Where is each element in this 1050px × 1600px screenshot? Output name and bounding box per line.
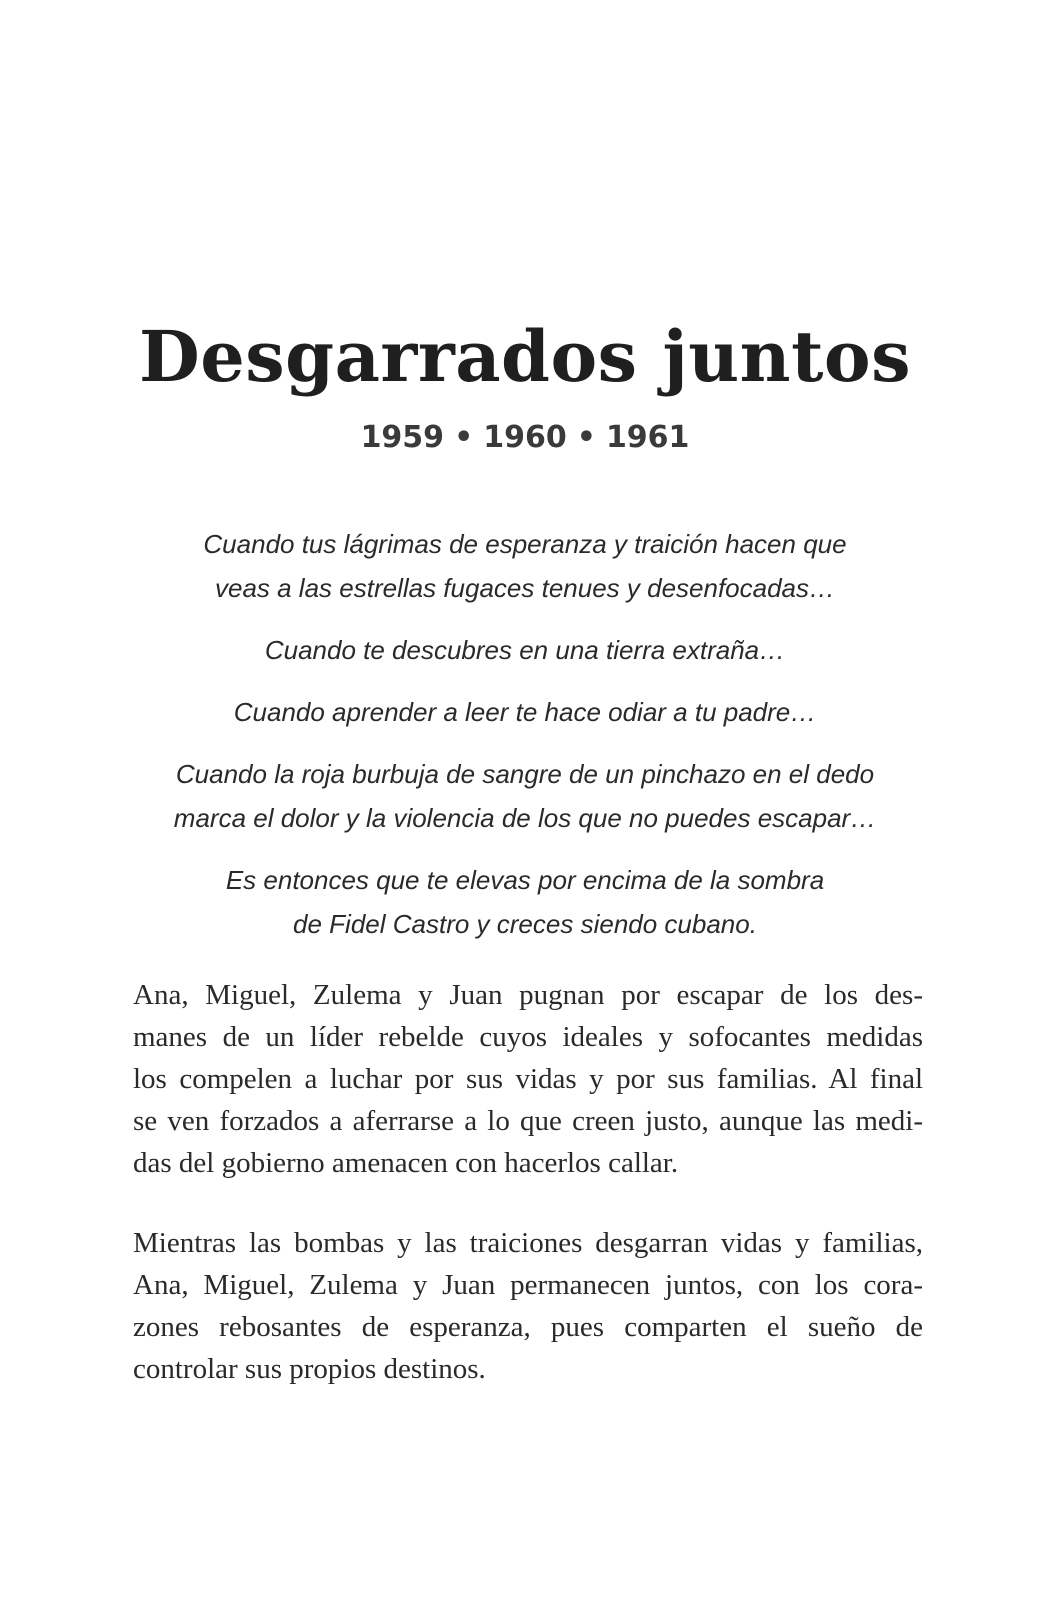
- verse-line: veas a las estrellas fugaces tenues y desenfocadas…: [214, 573, 836, 603]
- separator-dot: •: [576, 420, 596, 455]
- year-1961: 1961: [605, 420, 690, 455]
- verse-1: [0, 522, 1050, 610]
- verse-2: [0, 628, 1050, 672]
- verse-3: [0, 690, 1050, 734]
- verse-5: [0, 858, 1050, 946]
- verse-line: Cuando la roja burbuja de sangre de un pinchazo en el dedo: [175, 759, 875, 789]
- paragraph-line: manes de un líder rebelde cuyos ideales y sofocantes medidas: [133, 1021, 923, 1053]
- verse-line: de Fidel Castro y creces siendo cubano.: [293, 909, 757, 939]
- paragraph-line: controlar sus propios destinos.: [133, 1353, 486, 1385]
- summary-paragraph-1: [133, 974, 923, 1184]
- year-1960: 1960: [483, 420, 567, 455]
- verse-4: [0, 752, 1050, 840]
- separator-dot: •: [454, 420, 474, 455]
- paragraph-line: Mientras las bombas y las traiciones desgarran vidas y familias,: [133, 1227, 923, 1259]
- paragraph-line: Ana, Miguel, Zulema y Juan permanecen juntos, con los cora-: [133, 1269, 923, 1301]
- years-line: [0, 418, 1050, 458]
- paragraph-line: los compelen a luchar por sus vidas y por sus familias. Al final: [133, 1063, 923, 1095]
- book-title: Desgarrados juntos: [138, 315, 912, 398]
- verse-line: Cuando aprender a leer te hace odiar a tu padre…: [233, 697, 817, 727]
- verse-line: Cuando te descubres en una tierra extraña…: [264, 635, 786, 665]
- paragraph-line: se ven forzados a aferrarse a lo que creen justo, aunque las medi-: [133, 1105, 923, 1137]
- verse-line: Es entonces que te elevas por encima de la sombra: [225, 865, 825, 895]
- verses-block: [0, 522, 1050, 964]
- paragraph-line: Ana, Miguel, Zulema y Juan pugnan por escapar de los des-: [133, 979, 923, 1011]
- verse-line: Cuando tus lágrimas de esperanza y traición hacen que: [203, 529, 847, 559]
- summary-paragraph-2: [133, 1222, 923, 1390]
- paragraph-line: das del gobierno amenacen con hacerlos callar.: [133, 1147, 679, 1179]
- verse-line: marca el dolor y la violencia de los que no puedes escapar…: [173, 803, 877, 833]
- year-1959: 1959: [360, 420, 445, 455]
- paragraph-line: zones rebosantes de esperanza, pues comparten el sueño de: [133, 1311, 923, 1343]
